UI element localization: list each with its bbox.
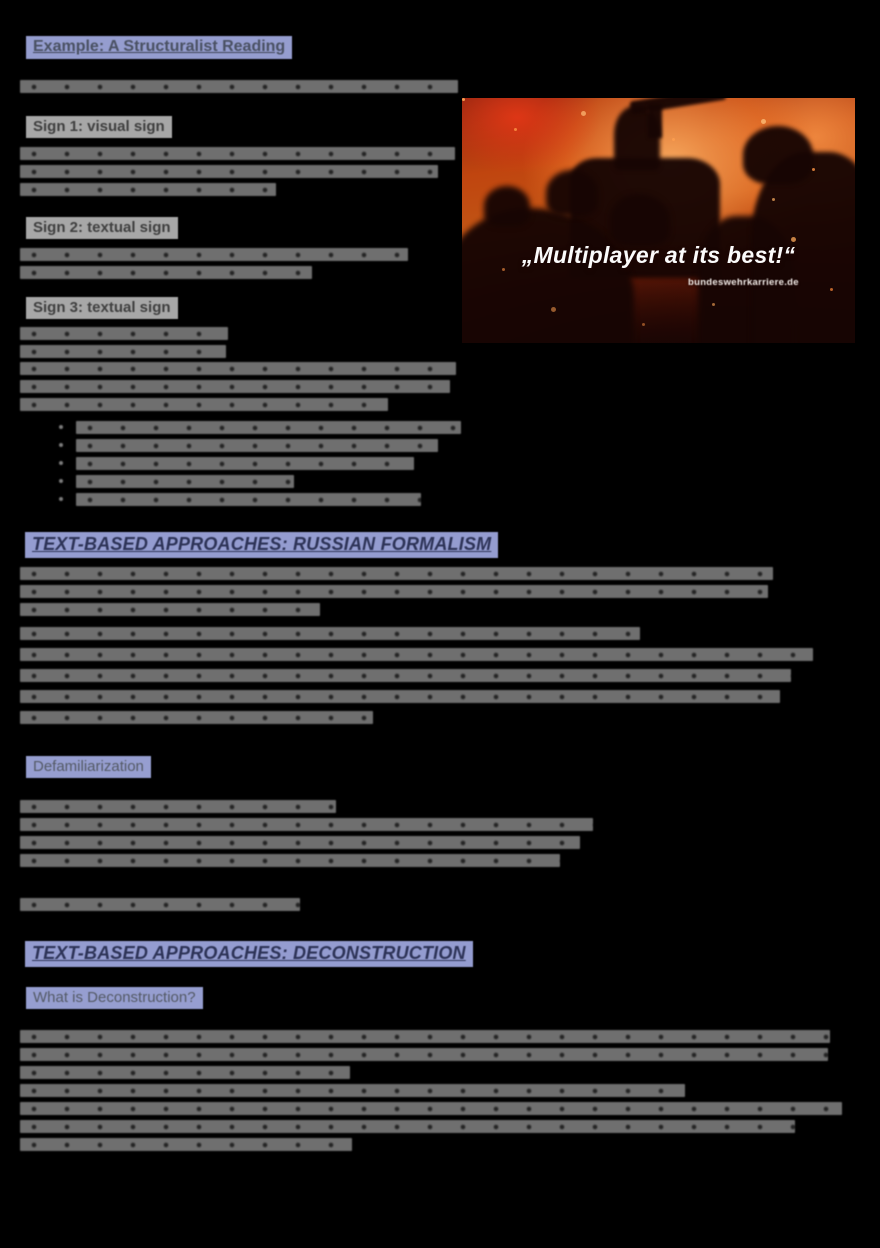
redacted-text-line: [20, 1120, 795, 1133]
redacted-text-line: [20, 567, 773, 580]
redacted-text-line: [20, 818, 593, 831]
redacted-text-line: [20, 266, 312, 279]
redacted-text-line: [76, 493, 421, 506]
redacted-text-line: [20, 1048, 828, 1061]
heading-defamiliarization: Defamiliarization: [26, 756, 151, 778]
redacted-text-line: [20, 585, 768, 598]
redacted-text-line: [20, 380, 450, 393]
soldier-head-silhouette: [484, 186, 530, 226]
recruitment-ad-image[interactable]: [462, 98, 855, 343]
soldier-helmet-silhouette: [743, 126, 813, 184]
redacted-text-line: [20, 362, 456, 375]
redacted-text-line: [20, 1030, 830, 1043]
redacted-text-line: [20, 398, 388, 411]
redacted-text-line: [20, 1138, 352, 1151]
redacted-text-line: [20, 627, 640, 640]
soldier-head-silhouette: [610, 194, 670, 246]
heading-sign-2: Sign 2: textual sign: [26, 217, 178, 239]
redacted-line-defamiliarization-note: [20, 898, 300, 916]
redacted-text-line: [20, 183, 276, 196]
redacted-text-line: [76, 421, 461, 434]
heading-what-is-deconstruction: What is Deconstruction?: [26, 987, 203, 1009]
soldier-head-silhouette: [546, 170, 598, 216]
redacted-text-line: [20, 80, 458, 93]
redacted-paragraph-sign2: [20, 248, 408, 284]
redacted-text-line: [76, 439, 438, 452]
ad-quote-text: „Multiplayer at its best!“: [521, 242, 796, 268]
redacted-text-line: [20, 1102, 842, 1115]
redacted-text-line: [76, 457, 414, 470]
redacted-text-line: [20, 836, 580, 849]
redacted-text-line: [20, 603, 320, 616]
redacted-paragraph-sign3: [20, 327, 228, 363]
redacted-paragraph-defamiliarization: [20, 800, 593, 872]
redacted-paragraph-intro: [20, 80, 458, 98]
redacted-text-line: [20, 898, 300, 911]
redacted-paragraph-sign1: [20, 147, 455, 201]
redacted-text-line: [20, 1066, 350, 1079]
heading-sign-3: Sign 3: textual sign: [26, 297, 178, 319]
redacted-text-line: [20, 345, 226, 358]
machine-gun-silhouette: [630, 98, 727, 114]
ember-sparks: [462, 98, 465, 101]
redacted-text-line: [20, 248, 408, 261]
redacted-text-line: [20, 711, 373, 724]
redacted-text-line: [20, 690, 780, 703]
redacted-paragraph-formalism-2: [20, 627, 813, 732]
redacted-paragraph-deconstruction: [20, 1030, 842, 1156]
heading-russian-formalism: TEXT-BASED APPROACHES: RUSSIAN FORMALISM: [25, 532, 498, 558]
redacted-text-line: [20, 1084, 685, 1097]
heading-deconstruction: TEXT-BASED APPROACHES: DECONSTRUCTION: [25, 941, 473, 967]
gun-mount-silhouette: [648, 104, 662, 138]
redacted-text-line: [20, 854, 560, 867]
redacted-text-line: [20, 669, 791, 682]
redacted-text-line: [20, 147, 455, 160]
redacted-text-line: [20, 165, 438, 178]
redacted-text-line: [20, 648, 813, 661]
redacted-text-line: [76, 475, 294, 488]
redacted-paragraph-combination: [20, 362, 456, 416]
page-title: Example: A Structuralist Reading: [26, 36, 292, 59]
redacted-text-line: [20, 327, 228, 340]
heading-sign-1: Sign 1: visual sign: [26, 116, 172, 138]
ad-website-text: bundeswehrkarriere.de: [688, 277, 799, 288]
redacted-paragraph-formalism-1: [20, 567, 773, 621]
redacted-text-line: [20, 800, 336, 813]
redacted-bullet-list: [76, 421, 461, 511]
